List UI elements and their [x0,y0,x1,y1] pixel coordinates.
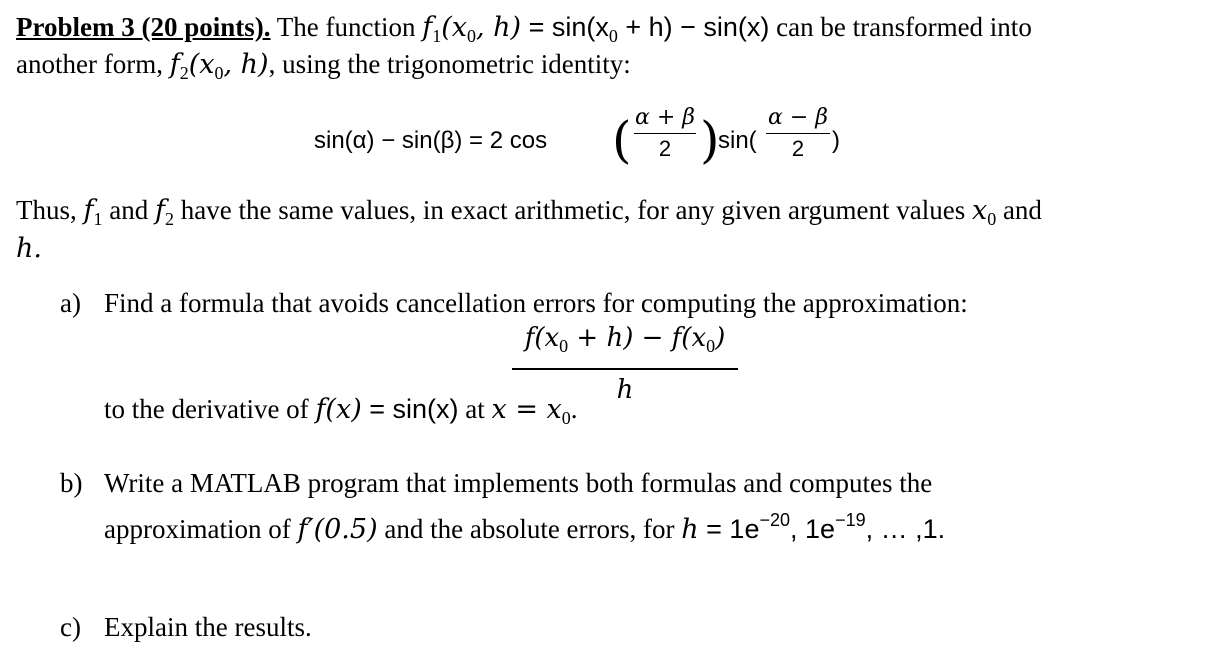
identity-sin: sin( [718,127,757,154]
part-c-text: Explain the results. [104,612,312,642]
thus-line-1 [16,193,1042,236]
thus-line-2: h. [16,233,42,264]
part-a-tail-x: x = x [491,394,562,425]
part-b-line2-b: and the absolute errors, for [377,514,682,544]
thus-text-a: Thus, [16,195,84,225]
part-b-label: b) [60,468,83,498]
f2-subscript: 2 [179,63,189,83]
part-a-label: a) [60,288,81,318]
part-b-line-2 [104,503,945,547]
part-a-tail-a: to the derivative of [104,394,316,424]
thus-text-d: and [996,195,1042,225]
f1-subscript: 1 [432,26,442,46]
part-a-num-sub-1: 0 [559,336,569,356]
problem-heading: Problem 3 (20 points). [16,12,271,42]
thus-f1-sub: 1 [93,209,103,229]
identity-lhs: sin(α) − sin(β) = 2 cos [314,127,548,154]
fraction-2-numerator: α − β [768,105,828,130]
line2-text-b: , using the trigonometric identity: [268,49,631,79]
thus-f2-sub: 2 [164,209,174,229]
part-b-1e-1: = 1e [698,514,760,544]
f1-definition-subscript: 0 [608,26,618,46]
f2-args: (x [188,49,215,80]
part-b-line2-end: , … ,1. [865,514,946,544]
part-a-fraction-bar [512,368,738,370]
f1-args-subscript: 0 [466,26,476,46]
fraction-1-bar [634,133,696,134]
part-b-fprime: f′(0.5) [297,514,378,545]
fraction-1-denominator: 2 [658,136,672,161]
part-a-num-sub-2: 0 [706,336,716,356]
f1-symbol: f [422,12,433,43]
part-a-tail-at: at [458,394,492,424]
thus-f1: f [83,195,94,226]
f2-args-subscript: 0 [214,63,224,83]
part-a-numerator [512,322,738,362]
fraction-alpha-minus-beta [762,104,834,163]
f2-symbol: f [169,49,180,80]
intro-text-2: can be transformed into [769,12,1032,42]
part-a-tail-sub: 0 [561,408,571,428]
f1-args: (x [441,12,467,43]
part-b-1e-2: , 1e [790,514,836,544]
intro-text-1: The function [270,12,423,42]
part-a-tail-sin: = sin(x) [361,394,459,424]
part-b-line-1: Write a MATLAB program that implements both formulas and computes the [104,468,933,498]
f1-definition-end: + h) − sin(x) [617,12,770,42]
thus-x0-sub: 0 [987,209,997,229]
thus-f2: f [154,195,165,226]
part-a-num-3: ) [715,323,726,353]
part-b-exp-2: −19 [835,510,866,530]
problem-line-2 [16,47,631,90]
fraction-2-bar [766,133,830,134]
thus-text-c: have the same values, in exact arithmetic, for any given argument values [173,195,972,225]
part-a-text: Find a formula that avoids cancellation errors for computing the approximation: [104,288,968,318]
part-b-line2-a: approximation of [104,514,298,544]
fraction-alpha-plus-beta [630,104,700,163]
part-a-num-2: + h) − f(x [568,323,707,353]
part-a-denominator: h [616,375,634,405]
line2-text-a: another form, [16,49,170,79]
thus-x0: x [971,195,988,226]
f1-definition: = sin(x [521,12,609,42]
part-a-tail-end: . [570,394,578,424]
thus-text-b: and [102,195,155,225]
identity-close-paren: ) [832,127,840,154]
part-b-h: h [681,514,699,545]
left-paren-1: ( [612,111,632,169]
part-a-tail [104,392,578,435]
part-b-exp-1: −20 [759,510,791,530]
fraction-2-denominator: 2 [791,136,805,161]
fraction-1-numerator: α + β [635,105,695,130]
part-a-num-1: f(x [524,323,560,353]
f1-args-end: , h) [475,12,522,43]
right-paren-1: ) [700,111,720,169]
part-a-tail-f: f(x) [315,394,362,425]
f2-args-end: , h) [223,49,269,80]
part-c-label: c) [60,612,81,642]
